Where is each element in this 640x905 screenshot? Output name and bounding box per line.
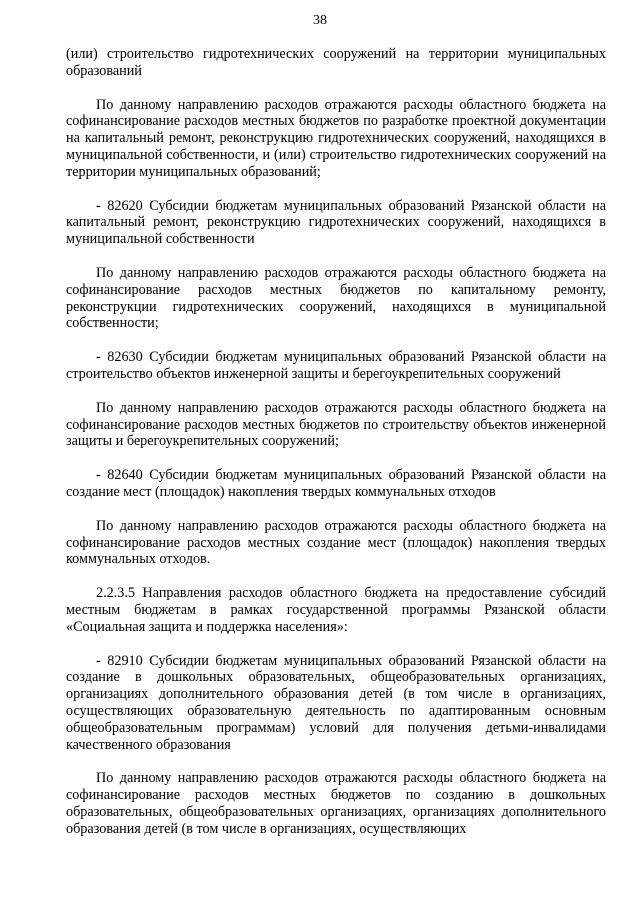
paragraph-code-82630: - 82630 Субсидии бюджетам муниципальных образований Рязанской области на строительство объектов инженерной защиты и берегоукрепительных сооружений (66, 349, 606, 382)
paragraph-description: По данному направлению расходов отражаются расходы областного бюджета на софинансирование расходов местных бюджетов по созданию в дошкольных образовательных, общеобразовательных организациях, организациях дополнительного образования детей (в том числе в организациях, осуществляющих (66, 770, 606, 837)
page-number: 38 (313, 13, 327, 28)
paragraph-continuation: (или) строительство гидротехнических сооружений на территории муниципальных образований (66, 46, 606, 79)
section-heading-2-2-3-5: 2.2.3.5 Направления расходов областного бюджета на предоставление субсидий местным бюджетам в рамках государственной программы Рязанской области «Социальная защита и поддержка населения»: (66, 585, 606, 635)
paragraph-description: По данному направлению расходов отражаются расходы областного бюджета на софинансирование расходов местных бюджетов по разработке проектной документации на капитальный ремонт, реконструкцию гидротехнических сооружений, находящихся в муниципальной собственности, и (или) строительство гидротехнических сооружений на территории муниципальных образований; (66, 96, 606, 180)
document-body (66, 46, 606, 854)
paragraph-description: По данному направлению расходов отражаются расходы областного бюджета на софинансирование расходов местных бюджетов по капитальному ремонту, реконструкции гидротехнических сооружений, находящихся в муниципальной собственности; (66, 264, 606, 332)
paragraph-code-82620: - 82620 Субсидии бюджетам муниципальных образований Рязанской области на капитальный ремонт, реконструкцию гидротехнических сооружений, находящихся в муниципальной собственности (66, 197, 606, 248)
paragraph-description: По данному направлению расходов отражаются расходы областного бюджета на софинансирование расходов местных бюджетов по строительству объектов инженерной защиты и берегоукрепительных сооружений; (66, 399, 606, 450)
paragraph-description: По данному направлению расходов отражаются расходы областного бюджета на софинансирование расходов местных создание мест (площадок) накопления твердых коммунальных отходов. (66, 517, 606, 568)
paragraph-code-82640: - 82640 Субсидии бюджетам муниципальных образований Рязанской области на создание мест (площадок) накопления твердых коммунальных отходов (66, 467, 606, 500)
paragraph-code-82910: - 82910 Субсидии бюджетам муниципальных образований Рязанской области на создание в дошкольных образовательных, общеобразовательных организациях, организациях дополнительного образования детей (в том числе в организациях, осуществляющих образовательную деятельность по адаптированным основным общеобразовательным программам) условий для получения детьми-инвалидами качественного образования (66, 652, 606, 753)
